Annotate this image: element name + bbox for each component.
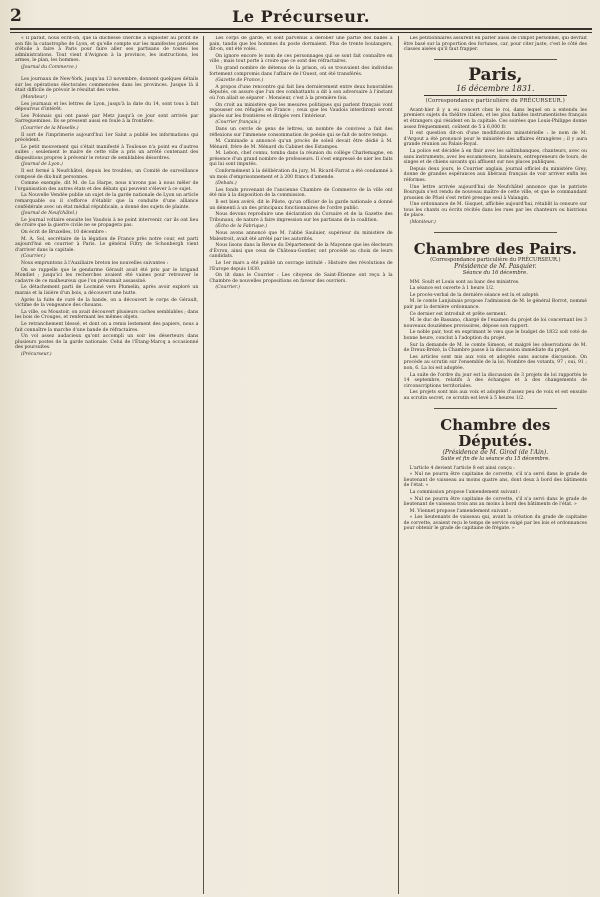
article-paragraph: M. le comte Lanjuinais propose l'admission de M. le général Borrot, nommé pair par la dernière ordonnance. bbox=[403, 299, 587, 311]
source-citation: (Précurseur.) bbox=[21, 351, 52, 357]
column-1 bbox=[10, 36, 203, 894]
article-paragraph: Une lettre arrivée aujourd'hui de Neufchâtel annonce que le patriote Bourquin s'est rendu de nouveau maître de cette ville, et que le commandant prussien de Pfuel s'est retiré presque seul à Valangin. bbox=[403, 184, 587, 201]
section-divider bbox=[434, 408, 557, 409]
article-paragraph: « Il paraît, nous écrit-on, que la duchesse cherche à exploiter au profit de son fils la catastrophe de Lyon, et qu'elle compte sur les manifestes parisiens d'étoile à faire à Paris pour faire aller ses partisans de toutes les administrations. Tout vient d'Avignon à la province, les instructions, les armes, le plan, les hommes. bbox=[15, 36, 199, 64]
session-line: Suite et fin de la séance du 15 décembre. bbox=[440, 455, 550, 462]
correspondence-label: (Correspondance particulière du PRÉCURSEUR.) bbox=[425, 97, 565, 104]
article-paragraph: Le journal voltaire ensuite les Vaudois à ne point intervenir, car ils ont lieu de croire que la guerre civile ne se propagera pas. bbox=[15, 217, 199, 229]
article-paragraph: L'article 4 devient l'article 8 est ainsi conçu : bbox=[409, 465, 515, 471]
article-paragraph: Le procès-verbal de la dernière séance est lu et adopté. bbox=[409, 292, 540, 298]
dateline: 16 décembre 1831. bbox=[456, 83, 535, 93]
article-paragraph: Nous lisons dans la Revue du Département de la Mayenne que les électeurs d'Évron, ainsi que ceux de Château-Gontier, ont procédé au choix de leurs candidats. bbox=[209, 243, 393, 260]
article-paragraph: Les Polonais qui ont passé par Metz jusqu'à ce jour sont arrivés par Sarreguemines. Ils se pressent aussi en foule à la frontière. bbox=[15, 113, 199, 125]
article-paragraph: Le 1er mars a été publié un ouvrage intitulé : Histoire des révolutions de l'Europe depuis 1830. bbox=[209, 260, 393, 272]
article-paragraph: On croit au ministère que les mesures politiques qui parlent français vont repousser ces réfugiés en France ; ceux que les Vaudois interdiront seront placés sur les frontières et dirigés vers l'intérieur. bbox=[209, 102, 393, 119]
page-number: 2 bbox=[10, 6, 22, 26]
source-citation: (Courrier de la Moselle.) bbox=[21, 125, 79, 131]
article-paragraph: Depuis deux jours, le Courrier anglais, journal officiel du ministère Grey, donne de grandes espérances aux libéraux français de voir arriver enfin les réformes. bbox=[403, 166, 587, 183]
article-paragraph: Conformément à la délibération du jury, M. Ricard-Farrat a été condamné à un mois d'emprisonnement et à 200 francs d'amende. bbox=[209, 169, 393, 180]
source-citation: (Courrier français.) bbox=[215, 120, 261, 126]
article-paragraph: La police est décidée à en finir avec les saltimbanques, chanteurs, avec ou sans instruments, avec les escamoteurs, bateleurs, entrepreneurs de tours, de singes et de chiens savants qui affluent sur nos places publiques. bbox=[403, 148, 587, 166]
source-citation: (Journal de Neufchâtel.) bbox=[21, 211, 78, 217]
article-paragraph: Nous empruntons à l'Auxiliaire breton les nouvelles suivantes : bbox=[21, 260, 169, 266]
article-paragraph: Un vol assez audacieux qu'ont accompli un soir les déserteurs dans plusieurs postes de la garde nationale. Celui de l'Étang-Marcq a occasionné des poursuites. bbox=[15, 334, 199, 351]
pairs-section-header bbox=[404, 241, 587, 276]
article-paragraph: Le noble pair, tout en exprimant le vœu que le budget de 1832 soit voté de bonne heure, conclut à l'adoption du projet. bbox=[403, 330, 587, 341]
section-heading: Chambre des Députés. bbox=[440, 415, 551, 450]
article-paragraph: Les fonds provenant de l'ancienne Chambre de Commerce de la ville ont été mis à la disposition de la commission. bbox=[209, 187, 393, 199]
article-paragraph: MM. Soult et Louis sont au banc des ministres. bbox=[409, 279, 520, 285]
presidency-line: (Présidence de M. Girod (de l'Ain). bbox=[442, 448, 549, 456]
article-paragraph: M. A. Sol, secrétaire de la légation de France près notre cour, est parti aujourd'hui en courrier à Paris. Le général Filtry de Schonbergh vient d'arriver dans la capitale. bbox=[15, 236, 199, 253]
masthead bbox=[10, 6, 592, 30]
source-citation: (Journal de Lyon.) bbox=[21, 162, 63, 168]
newspaper-title: Le Précurseur. bbox=[232, 7, 370, 26]
source-citation: (Debats.) bbox=[215, 181, 237, 187]
session-line: Séance du 16 décembre. bbox=[462, 269, 528, 276]
source-citation: (Courrier.) bbox=[215, 285, 240, 291]
article-paragraph: Avant-hier il y a eu concert chez le roi, dans lequel on a entendu les premiers sujets du théâtre italien, et les plus habiles instrumentistes français et étrangers qui résident en la capitale. Ces soirées que Louis-Philippe donne assez fréquemment, coûtent de 5 à 6,000 fr. bbox=[403, 107, 587, 130]
article-paragraph: La séance est ouverte à 1 heure 1/2. bbox=[409, 286, 495, 292]
article-paragraph: Sur la demande de M. le comte Simeon, et malgré les observations de M. de Dreux-Brézé, la Chambre passe à la discussion immédiate du projet. bbox=[403, 342, 587, 354]
article-paragraph: La suite de l'ordre du jour est la discussion de 3 projets de loi rapportés le 14 septembre, relatifs à des échanges et à des changements de circonscriptions territoriales. bbox=[403, 372, 587, 389]
article-paragraph: Un grand nombre de détenus de la prison, où se trouvaient des individus fortement compromis dans l'affaire de l'Ouest, ont été transférés. bbox=[209, 65, 393, 77]
article-paragraph: Il est fermé à Neufchâtel, depuis les troubles, un Comité de surveillance composé de dix-huit personnes. bbox=[15, 169, 199, 180]
article-paragraph: Le retranchement blessé, et dont on a remis lestement des papiers, nous a fait connaître la marche d'une bande de réfractaires. bbox=[15, 321, 199, 333]
source-citation: (Moniteur.) bbox=[409, 220, 436, 226]
source-citation: (Journal du Commerce.) bbox=[21, 64, 77, 70]
paris-section-header bbox=[404, 66, 587, 104]
article-paragraph: Ce dernier est introduit et prête serment. bbox=[409, 311, 507, 317]
article-paragraph: On ignore encore le nom de ces personnages qui se sont fait connaître en ville ; mais tout porte à croire que ce sont des réfractaires. bbox=[209, 53, 393, 65]
article-paragraph: On écrit de Bruxelles, 10 décembre : bbox=[21, 230, 107, 235]
article-paragraph: Il est bien avéré, dit le Pilote, qu'un officier de la garde nationale a donné un démenti à un des principaux fonctionnaires de l'ordre public. bbox=[209, 200, 393, 211]
article-paragraph: Nous avons annoncé que M. l'abbé Sauluier, supérieur du ministère de Malestroit, avait été arrêté par les autorités. bbox=[209, 231, 393, 242]
article-paragraph: Le détachement parti de Locminé vers Plumelin, après avoir exploré un marais et la lisière d'un bois, a découvert une hutte. bbox=[15, 285, 199, 296]
column-2 bbox=[203, 36, 397, 894]
article-paragraph: « Les lieutenants de vaisseau qui, avant la création du grade de capitaine de corvette, avaient reçu le temps de service exigé par les lois et ordonnances pour obtenir le grade de capitaine de frégate. » bbox=[403, 515, 587, 532]
article-paragraph: Les journaux et les lettres de Lyon, jusqu'à la date du 14, sont tous à fait dépourvus d'intérêt. bbox=[15, 101, 199, 113]
source-citation: (Gazette de France.) bbox=[215, 78, 264, 84]
article-paragraph: Les articles sont mis aux voix et adoptés sans aucune discussion. On procède au scrutin sur l'ensemble de la loi. Nombre des votants, 97 ; oui, 91 ; non, 6. La loi est adoptée. bbox=[403, 354, 587, 371]
divider bbox=[424, 95, 567, 96]
columns bbox=[10, 36, 592, 894]
correspondence-label: (Correspondance particulière du PRÉCURSEUR.) bbox=[430, 256, 561, 263]
section-divider bbox=[434, 59, 557, 60]
article-paragraph: La ville, ou Moustoir, on avait découvert plusieurs caches semblables ; dans les bois de Crouges, et renfermant les mêmes objets. bbox=[15, 309, 199, 321]
column-3 bbox=[398, 36, 592, 894]
source-citation: (Courrier.) bbox=[21, 254, 46, 260]
article-paragraph: « Nul ne pourra être capitaine de corvette, s'il n'a servi dans le grade de lieutenant de vaisseau au moins quatre ans, dont deux à bord des bâtiments de l'état. » bbox=[403, 472, 587, 489]
article-paragraph: On se rappelle que le gendarme Gérault avait été pris par le brigand Mondiet ; jusqu'ici les recherches avaient été vaines pour retrouver le cadavre de ce malheureux que l'on présumait assassiné. bbox=[15, 267, 199, 284]
article-paragraph: Après la fuite de curé de la bande, on a découvert le corps de Gérault, victime de la vengeance des chouans. bbox=[15, 297, 199, 309]
article-paragraph: Les journaux de New-York, jusqu'au 13 novembre, donnent quelques détails sur les opérations électorales commencées dans les provinces. Jusque là il était difficile de prévoir le résultat des votes. bbox=[15, 77, 199, 94]
section-heading: Chambre des Pairs. bbox=[413, 239, 577, 258]
article-paragraph: Dans un cercle de gens de lettres, un nombre de convives a fait des réflexions sur l'immense consommation de poésie qui se fait de notre temps. bbox=[209, 126, 393, 138]
article-paragraph: M. Lebon, chef connu, tomba dans la réunion du collège Charlemagne, en présence d'un grand nombre de professeurs. Il s'est empressé de nier les faits qui lui sont imputés. bbox=[209, 151, 393, 168]
article-paragraph: Il sort de l'imprimerie aujourd'hui 1er Salut a publié les informations qui précèdent. bbox=[15, 132, 199, 144]
article-paragraph: « Nul ne pourra être capitaine de corvette, s'il n'a servi dans le grade de lieutenant de vaisseau trois ans au moins à bord des bâtiments de l'état. » bbox=[403, 496, 587, 508]
article-paragraph: Comme exemple, dit M. de La Harpe, nous n'avons pas à nous mêler de l'organisation des autres états et des débats qui peuvent s'élever à ce sujet. bbox=[15, 181, 199, 192]
article-paragraph: M. Viennet propose l'amendement suivant : bbox=[409, 508, 512, 514]
article-paragraph: La Nouvelle Vendée publie un sujet de la garde nationale de Lyon un article remarquable ou il s'efforce d'établir que la conduite d'une alliance confédérale avec un état médial républicain, a donné des sujets de plainte. bbox=[15, 193, 199, 210]
article-paragraph: La commission propose l'amendement suivant : bbox=[409, 489, 521, 495]
article-paragraph: Les corps de garde, et sont parvenus à dérober une partie des balles à pain, tandis que les hommes du poste dormaient. Plus de trente boulangers, dit-on, ont été volés. bbox=[209, 36, 393, 53]
masthead-rule bbox=[10, 32, 592, 33]
article-paragraph: Les pétitionnaires assurent en parler aussi de l'impôt personnel, qui devrait être basé sur la proportion des fortunes, car, pour citer juste, c'est le côté des classes aisées qu'il faut frapper. bbox=[403, 36, 587, 53]
article-paragraph: A propos d'une rencontre qui fait lieu dernièrement entre deux honorables députés, on assure que l'un des combattants a dit à son adversaire à l'instant où l'on allait se séparer : Monsieur, c'est à la première fois. bbox=[209, 84, 393, 101]
article-paragraph: Une ordonnance de M. Gisquet, affichée aujourd'hui, rétablit la censure sur tous les chants ou écrits récités dans les rues par les chanteurs ou histrions de place. bbox=[403, 202, 587, 219]
section-divider bbox=[434, 232, 557, 233]
city-heading: Paris, bbox=[468, 64, 523, 85]
source-citation: (Écho de la Fabrique.) bbox=[215, 224, 268, 230]
article-paragraph: Nous devons reproduire une déclaration du Corsaire et de la Gazette des Tribunaux, de nature à faire impression sur les partisans de la coalition. bbox=[209, 212, 393, 223]
article-paragraph: Les projets sont mis aux voix et adoptés d'assez peu de voix et est ensuite au scrutin secret, ce scrutin est levé à 5 heures 1/2. bbox=[403, 390, 587, 401]
article-paragraph: Le petit mouvement qui s'était manifesté à Toulouse n'a point eu d'autres suites ; seulement le maire de cette ville a pris un arrêté contenant des dispositions propres à prévenir le retour de semblables désordres. bbox=[15, 144, 199, 161]
article-paragraph: On lit dans le Courrier : Les citoyens de Saint-Étienne ont reçu à la Chambre de nouvelles propositions en faveur des ouvriers. bbox=[209, 273, 393, 284]
source-citation: (Moniteur.) bbox=[21, 94, 48, 100]
article-paragraph: M. Caminade a annoncé qu'un procès de soleil devait être dédié à M. Ménard, frère de M. Ménard du Cabinet des Estampes. bbox=[209, 139, 393, 150]
presidency-line: Présidence de M. Pasquier. bbox=[454, 262, 537, 270]
article-paragraph: M. le duc de Bassano, chargé de l'examen du projet de loi concernant les 3 nouveaux douzièmes provisoires, dépose son rapport. bbox=[403, 318, 587, 329]
article-paragraph: Il est question dit-on d'une modification ministérielle : le nom de M. d'Argout a été prononcé pour le ministère des affaires étrangères ; il y aura grande réunion au Palais-Royal. bbox=[403, 131, 587, 148]
deputies-section-header bbox=[404, 417, 587, 462]
